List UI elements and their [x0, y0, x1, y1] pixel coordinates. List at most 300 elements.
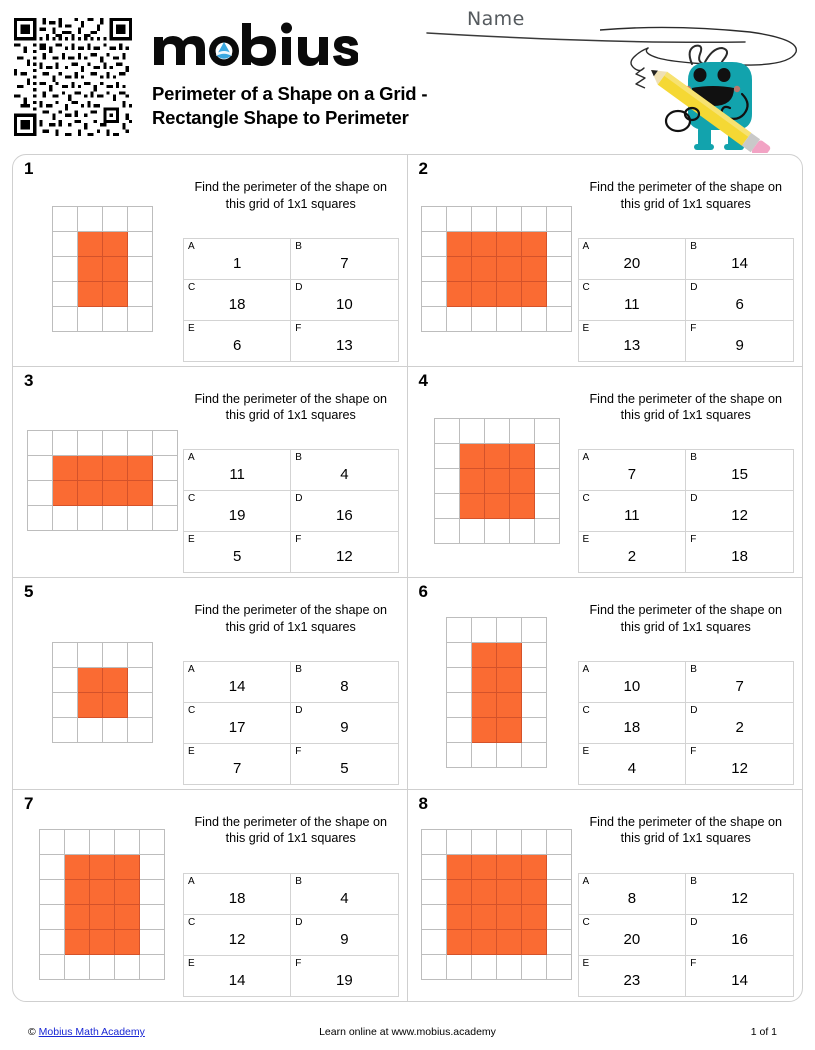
grid-cell-empty	[140, 905, 165, 930]
option-letter: A	[582, 663, 590, 675]
answer-option-D[interactable]	[291, 279, 398, 320]
shape-cell-filled	[485, 494, 510, 519]
option-letter: C	[188, 493, 196, 504]
answer-option-E[interactable]	[578, 532, 686, 573]
grid-cell-empty	[140, 930, 165, 955]
grid-cell-empty	[153, 431, 178, 456]
title-line-1: Perimeter of a Shape on a Grid -	[152, 83, 428, 104]
grid-cell-empty	[447, 718, 472, 743]
grid-cell-empty	[153, 456, 178, 481]
option-value: 18	[228, 890, 246, 907]
answer-option-D[interactable]	[291, 702, 398, 743]
option-letter: E	[188, 534, 195, 545]
answer-option-F[interactable]	[686, 743, 794, 784]
grid-cell-empty	[128, 506, 153, 531]
grid-cell-empty	[78, 718, 103, 743]
answer-row	[184, 320, 399, 361]
option-value: 7	[340, 254, 349, 272]
option-letter: A	[188, 452, 195, 463]
shape-cell-filled	[115, 855, 140, 880]
option-value: 14	[731, 254, 748, 272]
answer-option-D[interactable]	[686, 702, 794, 743]
answer-option-F[interactable]	[686, 532, 794, 573]
grid-cell-empty	[510, 419, 535, 444]
option-value: 12	[336, 548, 353, 565]
answer-row	[184, 956, 399, 997]
answer-options-table	[183, 238, 399, 362]
shape-grid	[52, 642, 153, 743]
option-letter: B	[690, 452, 697, 463]
grid-cell-empty	[140, 830, 165, 855]
answer-option-C[interactable]	[578, 491, 686, 532]
shape-cell-filled	[447, 880, 472, 905]
answer-option-A[interactable]	[578, 450, 686, 491]
shape-grid	[434, 418, 560, 544]
grid-cell-empty	[472, 207, 497, 232]
option-value: 12	[731, 507, 748, 524]
grid-cell-empty	[78, 307, 103, 332]
answer-option-D[interactable]	[686, 491, 794, 532]
grid-cell-empty	[53, 718, 78, 743]
answer-option-F[interactable]	[686, 320, 794, 361]
question-body	[21, 812, 399, 998]
grid-cell-empty	[497, 743, 522, 768]
option-value: 14	[731, 972, 748, 989]
option-value: 18	[623, 718, 641, 736]
option-value: 4	[627, 759, 637, 777]
grid-cell-empty	[128, 431, 153, 456]
shape-cell-filled	[497, 905, 522, 930]
question-body	[21, 177, 399, 362]
shape-grid-container	[21, 389, 183, 574]
question-number: 6	[418, 582, 428, 601]
option-value: 5	[340, 759, 349, 777]
answer-option-C[interactable]	[578, 915, 686, 956]
answer-row	[578, 491, 794, 532]
answer-row	[578, 915, 794, 956]
grid-cell-empty	[40, 880, 65, 905]
shape-cell-filled	[510, 469, 535, 494]
grid-cell-empty	[447, 693, 472, 718]
grid-cell-empty	[485, 419, 510, 444]
answer-option-C[interactable]	[578, 279, 686, 320]
grid-cell-empty	[535, 419, 560, 444]
option-value: 12	[731, 890, 748, 907]
grid-cell-empty	[128, 282, 153, 307]
option-letter: B	[690, 240, 697, 252]
option-value: 7	[627, 466, 637, 483]
option-letter: D	[690, 493, 698, 504]
answer-option-F[interactable]	[291, 956, 398, 997]
question-card-1	[13, 155, 408, 367]
answer-option-A[interactable]	[184, 238, 291, 279]
grid-cell-empty	[103, 431, 128, 456]
shape-cell-filled	[497, 282, 522, 307]
shape-cell-filled	[103, 693, 128, 718]
mascot-monster-with-pencil-icon	[600, 18, 815, 153]
shape-cell-filled	[103, 456, 128, 481]
shape-grid	[421, 206, 572, 332]
option-letter: B	[690, 663, 697, 675]
title-line-2: Rectangle Shape to Perimeter	[152, 106, 409, 128]
option-letter: D	[690, 281, 698, 293]
option-value: 16	[336, 507, 353, 524]
shape-cell-filled	[460, 444, 485, 469]
shape-grid-container	[21, 812, 183, 998]
answer-option-A[interactable]	[578, 874, 686, 915]
grid-cell-empty	[472, 955, 497, 980]
grid-cell-empty	[115, 830, 140, 855]
page-footer	[0, 1022, 815, 1048]
shape-cell-filled	[522, 905, 547, 930]
grid-cell-empty	[435, 519, 460, 544]
option-letter: E	[188, 958, 195, 969]
answer-option-D[interactable]	[291, 915, 398, 956]
grid-cell-empty	[460, 419, 485, 444]
grid-cell-empty	[522, 693, 547, 718]
option-letter: C	[582, 493, 590, 504]
grid-cell-empty	[103, 207, 128, 232]
answer-options-table	[183, 449, 399, 573]
grid-cell-empty	[422, 257, 447, 282]
answer-option-A[interactable]	[184, 874, 291, 915]
option-letter: B	[690, 876, 697, 887]
option-value: 6	[735, 295, 744, 313]
grid-cell-empty	[53, 506, 78, 531]
question-right-column	[578, 600, 795, 785]
answer-option-D[interactable]	[686, 915, 794, 956]
question-prompt: Find the perimeter of the shape on this grid of 1x1 squares	[589, 391, 783, 423]
shape-cell-filled	[447, 855, 472, 880]
shape-cell-filled	[522, 282, 547, 307]
answer-option-B[interactable]	[686, 661, 794, 702]
shape-cell-filled	[78, 257, 103, 282]
option-value: 16	[731, 931, 748, 948]
answer-row	[184, 279, 399, 320]
grid-cell-empty	[422, 880, 447, 905]
option-letter: D	[295, 704, 303, 716]
answer-options-table	[183, 873, 399, 997]
question-body	[21, 600, 399, 785]
grid-cell-empty	[422, 307, 447, 332]
question-right-column	[183, 812, 399, 998]
option-value: 4	[340, 466, 349, 483]
shape-cell-filled	[115, 930, 140, 955]
grid-cell-empty	[90, 955, 115, 980]
grid-cell-empty	[497, 207, 522, 232]
question-prompt: Find the perimeter of the shape on this grid of 1x1 squares	[194, 603, 388, 634]
grid-cell-empty	[547, 830, 572, 855]
answer-option-A[interactable]	[184, 661, 291, 702]
option-letter: F	[690, 745, 697, 757]
answer-row	[578, 661, 794, 702]
shape-cell-filled	[90, 880, 115, 905]
option-value: 7	[232, 759, 242, 777]
shape-cell-filled	[472, 643, 497, 668]
grid-cell-empty	[78, 207, 103, 232]
option-letter: C	[582, 917, 590, 928]
shape-cell-filled	[103, 668, 128, 693]
option-letter: D	[295, 493, 303, 504]
shape-cell-filled	[472, 232, 497, 257]
shape-cell-filled	[510, 494, 535, 519]
answer-option-F[interactable]	[291, 320, 398, 361]
shape-cell-filled	[522, 257, 547, 282]
shape-grid-container	[21, 177, 183, 362]
shape-cell-filled	[497, 718, 522, 743]
question-prompt: Find the perimeter of the shape on this grid of 1x1 squares	[589, 603, 783, 634]
questions-grid	[12, 154, 803, 1002]
answer-row	[184, 874, 399, 915]
option-letter: F	[690, 322, 697, 334]
grid-cell-empty	[115, 955, 140, 980]
name-label: Name	[467, 8, 525, 30]
answer-option-B[interactable]	[291, 450, 398, 491]
grid-cell-empty	[128, 693, 153, 718]
shape-cell-filled	[472, 880, 497, 905]
grid-cell-empty	[422, 830, 447, 855]
option-value: 23	[623, 972, 641, 989]
grid-cell-empty	[40, 955, 65, 980]
option-value: 9	[735, 336, 744, 354]
grid-cell-empty	[435, 494, 460, 519]
answer-row	[578, 320, 794, 361]
question-right-column	[183, 177, 399, 362]
option-value: 9	[340, 718, 349, 736]
option-value: 8	[340, 677, 349, 695]
shape-cell-filled	[90, 905, 115, 930]
shape-grid-container	[21, 600, 183, 785]
answer-option-C[interactable]	[184, 491, 291, 532]
option-letter: D	[690, 704, 698, 716]
grid-cell-empty	[547, 905, 572, 930]
answer-option-C[interactable]	[184, 915, 291, 956]
grid-cell-empty	[447, 955, 472, 980]
answer-option-E[interactable]	[578, 743, 686, 784]
question-number: 7	[24, 793, 34, 813]
grid-cell-empty	[535, 494, 560, 519]
shape-cell-filled	[103, 282, 128, 307]
shape-cell-filled	[472, 282, 497, 307]
option-value: 6	[232, 336, 242, 354]
option-value: 8	[627, 890, 637, 907]
page-header	[0, 0, 815, 152]
grid-cell-empty	[28, 431, 53, 456]
grid-cell-empty	[447, 618, 472, 643]
shape-cell-filled	[472, 718, 497, 743]
shape-cell-filled	[472, 905, 497, 930]
answer-option-A[interactable]	[578, 238, 686, 279]
answer-row	[184, 702, 399, 743]
grid-cell-empty	[547, 207, 572, 232]
grid-cell-empty	[535, 469, 560, 494]
grid-cell-empty	[140, 955, 165, 980]
option-letter: A	[582, 240, 590, 252]
grid-cell-empty	[65, 955, 90, 980]
grid-cell-empty	[40, 830, 65, 855]
shape-cell-filled	[497, 880, 522, 905]
grid-cell-empty	[128, 207, 153, 232]
option-letter: E	[582, 745, 590, 757]
shape-grid	[52, 206, 153, 332]
answer-option-B[interactable]	[686, 874, 794, 915]
grid-cell-empty	[422, 930, 447, 955]
answer-option-E[interactable]	[578, 320, 686, 361]
question-right-column	[578, 389, 795, 574]
option-letter: A	[188, 663, 195, 675]
shape-cell-filled	[103, 232, 128, 257]
option-letter: C	[582, 704, 590, 716]
grid-cell-empty	[140, 880, 165, 905]
grid-cell-empty	[422, 232, 447, 257]
shape-grid-container	[416, 389, 578, 574]
option-value: 20	[623, 254, 641, 272]
answer-option-C[interactable]	[184, 702, 291, 743]
grid-cell-empty	[460, 519, 485, 544]
option-letter: F	[690, 958, 697, 969]
answer-option-B[interactable]	[686, 238, 794, 279]
grid-cell-empty	[128, 232, 153, 257]
grid-cell-empty	[53, 307, 78, 332]
grid-cell-empty	[78, 431, 103, 456]
question-number: 1	[24, 159, 34, 178]
grid-cell-empty	[472, 830, 497, 855]
answer-row	[184, 743, 399, 784]
answer-option-A[interactable]	[578, 661, 686, 702]
answer-option-B[interactable]	[686, 450, 794, 491]
question-prompt: Find the perimeter of the shape on this grid of 1x1 squares	[194, 180, 388, 211]
grid-cell-empty	[547, 257, 572, 282]
answer-option-E[interactable]	[184, 743, 291, 784]
answer-row	[184, 915, 399, 956]
option-letter: A	[188, 876, 195, 887]
question-prompt: Find the perimeter of the shape on this grid of 1x1 squares	[194, 391, 388, 423]
question-card-7	[13, 790, 408, 1002]
grid-cell-empty	[28, 456, 53, 481]
answer-option-E[interactable]	[184, 956, 291, 997]
answer-option-B[interactable]	[291, 661, 398, 702]
option-letter: E	[582, 534, 590, 545]
option-value: 9	[340, 931, 349, 948]
question-card-2	[408, 155, 803, 367]
option-letter: B	[295, 452, 302, 463]
shape-cell-filled	[78, 232, 103, 257]
option-value: 4	[340, 890, 349, 907]
answer-option-E[interactable]	[184, 320, 291, 361]
grid-cell-empty	[128, 668, 153, 693]
grid-cell-empty	[53, 282, 78, 307]
shape-grid-container	[416, 812, 578, 998]
answer-option-F[interactable]	[686, 956, 794, 997]
grid-cell-empty	[547, 930, 572, 955]
grid-cell-empty	[522, 668, 547, 693]
answer-option-D[interactable]	[686, 279, 794, 320]
question-body	[416, 177, 795, 362]
answer-option-B[interactable]	[291, 238, 398, 279]
option-letter: B	[295, 663, 302, 675]
grid-cell-empty	[153, 506, 178, 531]
option-letter: C	[188, 917, 196, 928]
shape-cell-filled	[65, 930, 90, 955]
grid-cell-empty	[103, 506, 128, 531]
grid-cell-empty	[435, 444, 460, 469]
grid-cell-empty	[140, 855, 165, 880]
qr-code-icon[interactable]	[14, 16, 132, 138]
grid-cell-empty	[128, 718, 153, 743]
grid-cell-empty	[497, 955, 522, 980]
option-value: 19	[336, 972, 353, 989]
option-letter: B	[295, 240, 302, 252]
option-value: 12	[731, 759, 748, 777]
question-right-column	[183, 600, 399, 785]
copyright-symbol: ©	[28, 1026, 36, 1038]
answer-option-C[interactable]	[578, 702, 686, 743]
option-value: 10	[336, 295, 353, 313]
option-letter: C	[188, 281, 196, 293]
shape-cell-filled	[522, 880, 547, 905]
shape-cell-filled	[90, 930, 115, 955]
option-value: 10	[623, 677, 641, 695]
answer-options-table	[578, 449, 795, 573]
grid-cell-empty	[435, 419, 460, 444]
grid-cell-empty	[78, 643, 103, 668]
question-number: 5	[24, 582, 34, 601]
answer-option-A[interactable]	[184, 450, 291, 491]
option-value: 2	[627, 548, 637, 565]
grid-cell-empty	[547, 955, 572, 980]
option-value: 11	[229, 466, 245, 483]
answer-option-C[interactable]	[184, 279, 291, 320]
question-number: 8	[418, 793, 428, 813]
grid-cell-empty	[522, 830, 547, 855]
answer-options-table	[578, 873, 795, 997]
question-number: 3	[24, 370, 34, 390]
shape-cell-filled	[497, 693, 522, 718]
answer-option-F[interactable]	[291, 743, 398, 784]
option-letter: D	[295, 917, 303, 928]
grid-cell-empty	[65, 830, 90, 855]
grid-cell-empty	[435, 469, 460, 494]
grid-cell-empty	[53, 232, 78, 257]
answer-option-B[interactable]	[291, 874, 398, 915]
question-prompt: Find the perimeter of the shape on this grid of 1x1 squares	[589, 814, 783, 846]
option-letter: F	[295, 745, 302, 757]
option-value: 15	[731, 466, 748, 483]
answer-option-E[interactable]	[578, 956, 686, 997]
shape-cell-filled	[128, 456, 153, 481]
option-value: 7	[735, 677, 744, 695]
option-value: 13	[336, 336, 353, 354]
answer-row	[578, 743, 794, 784]
mobius-math-academy-link[interactable]: Mobius Math Academy	[38, 1026, 145, 1038]
question-card-3	[13, 367, 408, 579]
option-letter: E	[188, 745, 195, 757]
answer-option-E[interactable]	[184, 532, 291, 573]
answer-option-D[interactable]	[291, 491, 398, 532]
shape-cell-filled	[447, 905, 472, 930]
option-value: 14	[228, 677, 246, 695]
answer-row	[184, 238, 399, 279]
grid-cell-empty	[497, 307, 522, 332]
grid-cell-empty	[447, 307, 472, 332]
shape-cell-filled	[53, 481, 78, 506]
grid-cell-empty	[40, 855, 65, 880]
question-body	[416, 600, 795, 785]
answer-option-F[interactable]	[291, 532, 398, 573]
question-right-column	[578, 812, 795, 998]
shape-cell-filled	[497, 855, 522, 880]
option-value: 13	[623, 336, 641, 354]
